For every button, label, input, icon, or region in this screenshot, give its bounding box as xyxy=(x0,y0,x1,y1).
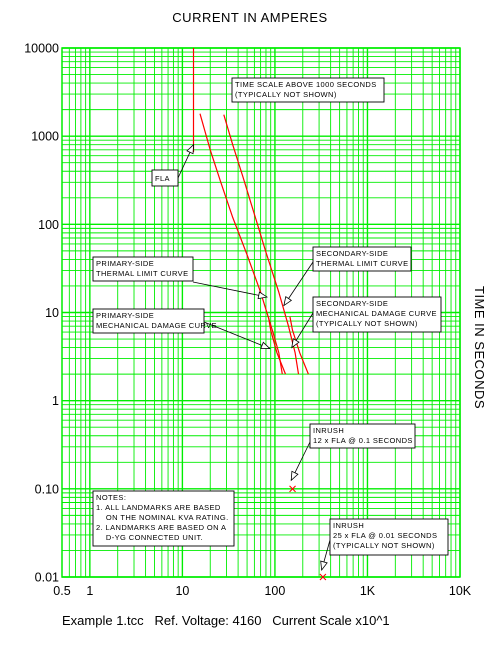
annotation-text: 12 x FLA @ 0.1 SECONDS xyxy=(313,436,413,445)
annotation-text: PRIMARY-SIDE xyxy=(96,259,155,268)
annotation-text: THERMAL LIMIT CURVE xyxy=(96,269,189,278)
y-tick-label: 10000 xyxy=(24,41,59,56)
y-tick-label: 1 xyxy=(52,394,59,409)
annotation-text: MECHANICAL DAMAGE CURVE xyxy=(96,321,217,330)
annotation-text: 1. ALL LANDMARKS ARE BASED xyxy=(96,503,221,512)
y-tick-label: 0.01 xyxy=(34,570,59,585)
annotation-text: TIME SCALE ABOVE 1000 SECONDS xyxy=(235,80,377,89)
y-tick-label: 0.10 xyxy=(34,482,59,497)
footer-caption: Example 1.tcc Ref. Voltage: 4160 Current Scale x10^1 xyxy=(62,613,390,628)
annotation-text: 2. LANDMARKS ARE BASED ON A xyxy=(96,523,227,532)
y-tick-label: 1000 xyxy=(31,129,59,144)
annotation-text: (TYPICALLY NOT SHOWN) xyxy=(316,319,418,328)
y-tick-label: 100 xyxy=(38,217,59,232)
annotation-text: D-YG CONNECTED UNIT. xyxy=(96,533,204,542)
x-tick-label: 100 xyxy=(264,584,286,598)
x-tick-label: 0.5 xyxy=(53,584,71,598)
x-tick-label: 10 xyxy=(175,584,190,598)
annotation-text: (TYPICALLY NOT SHOWN) xyxy=(333,541,435,550)
y-axis-title: TIME IN SECONDS xyxy=(472,286,487,410)
x-tick-label: 1 xyxy=(86,584,94,598)
x-axis-title: CURRENT IN AMPERES xyxy=(172,10,328,25)
annotation-text: PRIMARY-SIDE xyxy=(96,311,155,320)
annotation-time-scale xyxy=(232,78,384,102)
y-tick-label: 10 xyxy=(45,306,59,320)
annotation-text: THERMAL LIMIT CURVE xyxy=(316,259,409,268)
annotation-notes xyxy=(93,491,234,546)
annotation-text: 25 x FLA @ 0.01 SECONDS xyxy=(333,531,438,540)
annotation-text: SECONDARY-SIDE xyxy=(316,299,389,308)
annotation-text: SECONDARY-SIDE xyxy=(316,249,389,258)
x-tick-label: 1K xyxy=(359,584,376,598)
annotation-text: INRUSH xyxy=(333,521,365,530)
annotation-text: NOTES: xyxy=(96,493,127,502)
annotation-text: MECHANICAL DAMAGE CURVE xyxy=(316,309,437,318)
annotation-text: (TYPICALLY NOT SHOWN) xyxy=(235,90,337,99)
annotation-text: INRUSH xyxy=(313,426,345,435)
x-tick-label: 10K xyxy=(448,584,472,598)
annotation-text: FLA xyxy=(155,174,170,183)
annotation-text: ON THE NOMINAL KVA RATING. xyxy=(96,513,229,522)
